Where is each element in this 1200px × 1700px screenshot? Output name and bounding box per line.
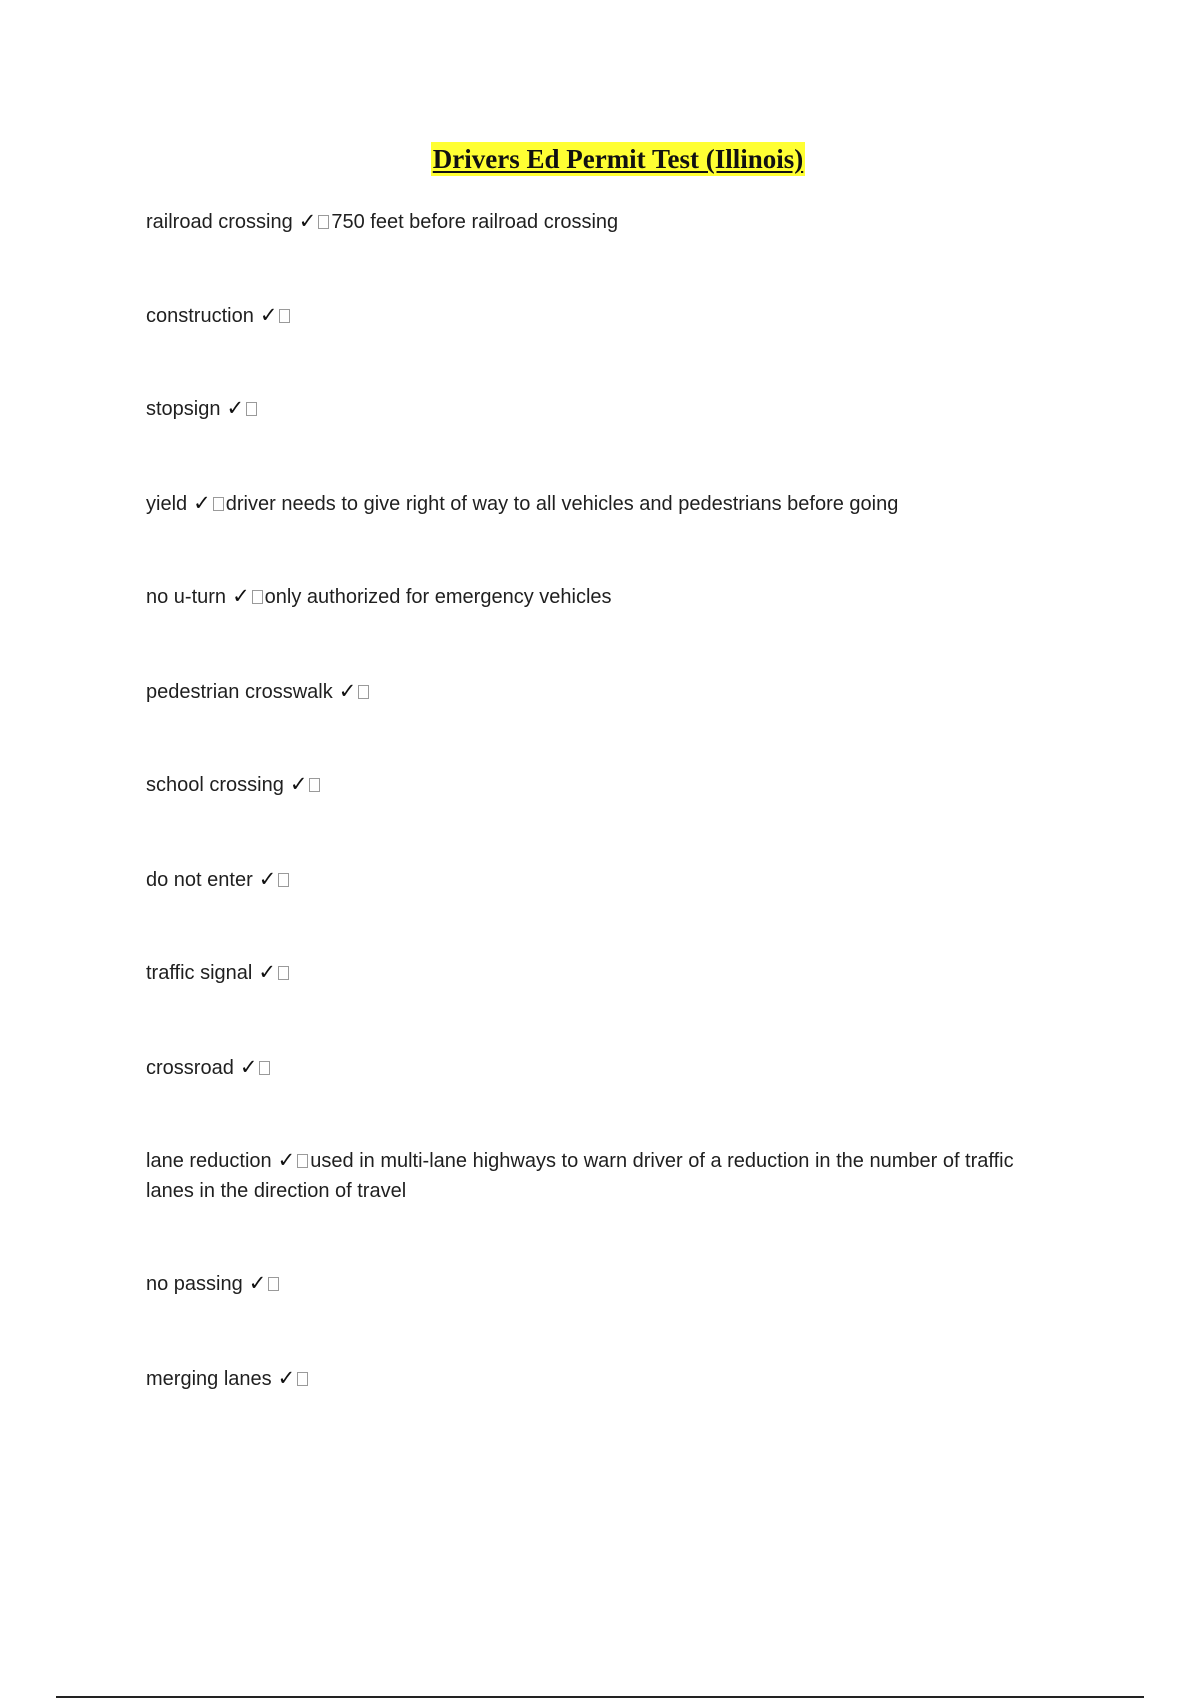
empty-box-icon (318, 215, 329, 229)
list-item (146, 488, 1066, 519)
term-text: construction (146, 305, 254, 327)
checkmark-icon: ✓ (338, 679, 357, 703)
term-text: yield (146, 493, 188, 515)
list-item (146, 864, 1066, 895)
empty-box-icon (358, 685, 369, 699)
checkmark-icon: ✓ (248, 1271, 267, 1295)
checkmark-icon: ✓ (232, 584, 250, 608)
empty-box-icon (252, 590, 263, 604)
list-item (146, 393, 1066, 424)
checkmark-icon: ✓ (258, 960, 276, 984)
list-item (146, 769, 1066, 800)
page-title: Drivers Ed Permit Test (Illinois) (432, 144, 804, 174)
empty-box-icon (278, 873, 289, 887)
list-item (146, 581, 1066, 612)
checkmark-icon: ✓ (226, 396, 245, 420)
list-item (146, 1052, 1066, 1083)
term-text: school crossing (146, 774, 284, 796)
term-text: traffic signal (146, 962, 253, 984)
answer-text: 750 feet before railroad crossing (331, 211, 619, 233)
empty-box-icon (213, 497, 224, 511)
list-item (146, 1268, 1066, 1299)
empty-box-icon (278, 966, 289, 980)
checkmark-icon: ✓ (259, 303, 278, 327)
empty-box-icon (297, 1154, 308, 1168)
term-text: railroad crossing (146, 211, 293, 233)
term-text: crossroad (146, 1057, 234, 1079)
list-item (146, 957, 1066, 988)
footer-divider (56, 1696, 1144, 1698)
answer-text: used in multi-lane highways to warn driver of a reduction in the number of traffic lanes in the direction of travel (146, 1150, 1014, 1202)
list-item (146, 1145, 1066, 1206)
term-text: stopsign (146, 398, 221, 420)
title-container (0, 142, 1200, 176)
empty-box-icon (309, 778, 320, 792)
empty-box-icon (259, 1061, 270, 1075)
checkmark-icon: ✓ (298, 209, 317, 233)
term-text: no u-turn (146, 586, 227, 608)
checkmark-icon: ✓ (289, 772, 308, 796)
empty-box-icon (246, 402, 257, 416)
term-text: merging lanes (146, 1368, 272, 1390)
list-item (146, 300, 1066, 331)
answer-text: only authorized for emergency vehicles (264, 586, 612, 608)
checkmark-icon: ✓ (277, 1366, 296, 1390)
list-item (146, 206, 1066, 237)
empty-box-icon (279, 309, 290, 323)
answer-text: driver needs to give right of way to all vehicles and pedestrians before going (225, 493, 899, 515)
checkmark-icon: ✓ (239, 1055, 258, 1079)
list-item (146, 676, 1066, 707)
checkmark-icon: ✓ (193, 491, 211, 515)
term-text: pedestrian crosswalk (146, 681, 333, 703)
checkmark-icon: ✓ (277, 1148, 296, 1172)
term-text: do not enter (146, 869, 253, 891)
checkmark-icon: ✓ (258, 867, 277, 891)
list-item (146, 1363, 1066, 1394)
empty-box-icon (268, 1277, 279, 1291)
empty-box-icon (297, 1372, 308, 1386)
term-text: no passing (146, 1273, 243, 1295)
term-text: lane reduction (146, 1150, 272, 1172)
